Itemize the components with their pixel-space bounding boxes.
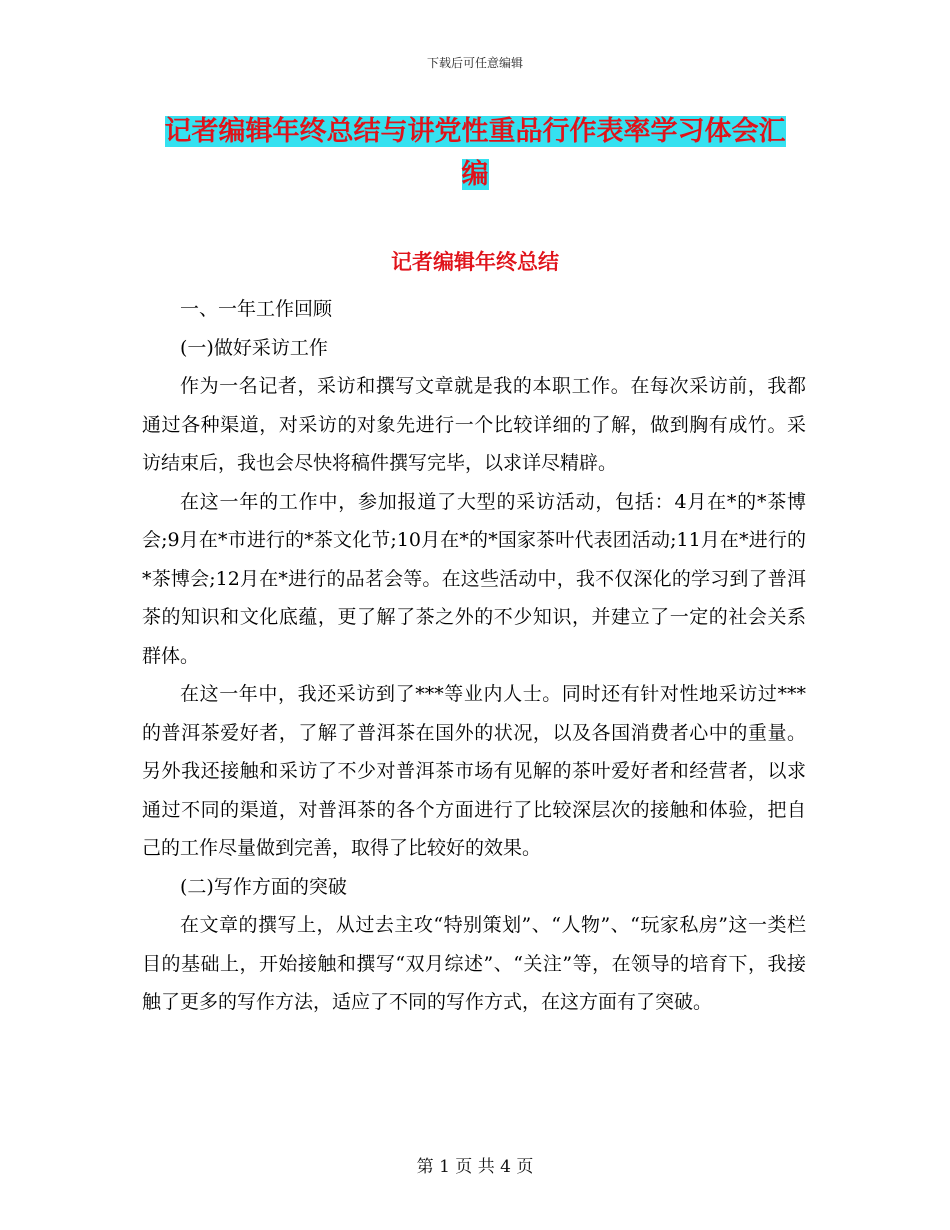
main-title-text-2: 编: [461, 159, 489, 190]
header-note: 下载后可任意编辑: [426, 56, 523, 70]
section-title: 记者编辑年终总结: [391, 249, 559, 274]
paragraph: 作为一名记者，采访和撰写文章就是我的本职工作。在每次采访前，我都通过各种渠道，对采访的对象先进行一个比较详细的了解，做到胸有成竹。采访结束后，我也会尽快将稿件撰写完毕，以求详尽精辟。: [142, 375, 806, 474]
paragraph: 在文章的撰写上，从过去主攻“特别策划”、“人物”、“玩家私房”这一类栏目的基础上，开始接触和撰写“双月综述”、“关注”等，在领导的培育下，我接触了更多的写作方法，适应了不同的写作方式，在这方面有了突破。: [142, 914, 806, 1013]
main-title-line1: [140, 110, 810, 154]
heading-work-review: 一、一年工作回顾: [180, 298, 333, 320]
page-footer: 第 1 页 共 4 页: [416, 1157, 534, 1177]
paragraph: 在这一年中，我还采访到了***等业内人士。同时还有针对性地采访过***的普洱茶爱好者，了解了普洱茶在国外的状况，以及各国消费者心中的重量。另外我还接触和采访了不少对普洱茶市场有见解的茶叶爱好者和经营者，以求通过不同的渠道，对普洱茶的各个方面进行了比较深层次的接触和体验，把自己的工作尽量做到完善，取得了比较好的效果。: [142, 683, 806, 859]
subheading-writing-breakthrough: (二)写作方面的突破: [180, 875, 347, 898]
main-title-line2: [140, 153, 810, 197]
paragraph: 在这一年的工作中，参加报道了大型的采访活动，包括：4月在*的*茶博会;9月在*市进行的*茶文化节;10月在*的*国家茶叶代表团活动;11月在*进行的*茶博会;12月在*进行的品茗会等。在这些活动中，我不仅深化的学习到了普洱茶的知识和文化底蕴，更了解了茶之外的不少知识，并建立了一定的社会关系群体。: [142, 490, 806, 667]
subheading-interview-work: (一)做好采访工作: [180, 336, 328, 359]
document-body: [142, 290, 806, 1022]
main-title-text-1: 记者编辑年终总结与讲党性重品行作表率学习体会汇: [164, 116, 786, 147]
